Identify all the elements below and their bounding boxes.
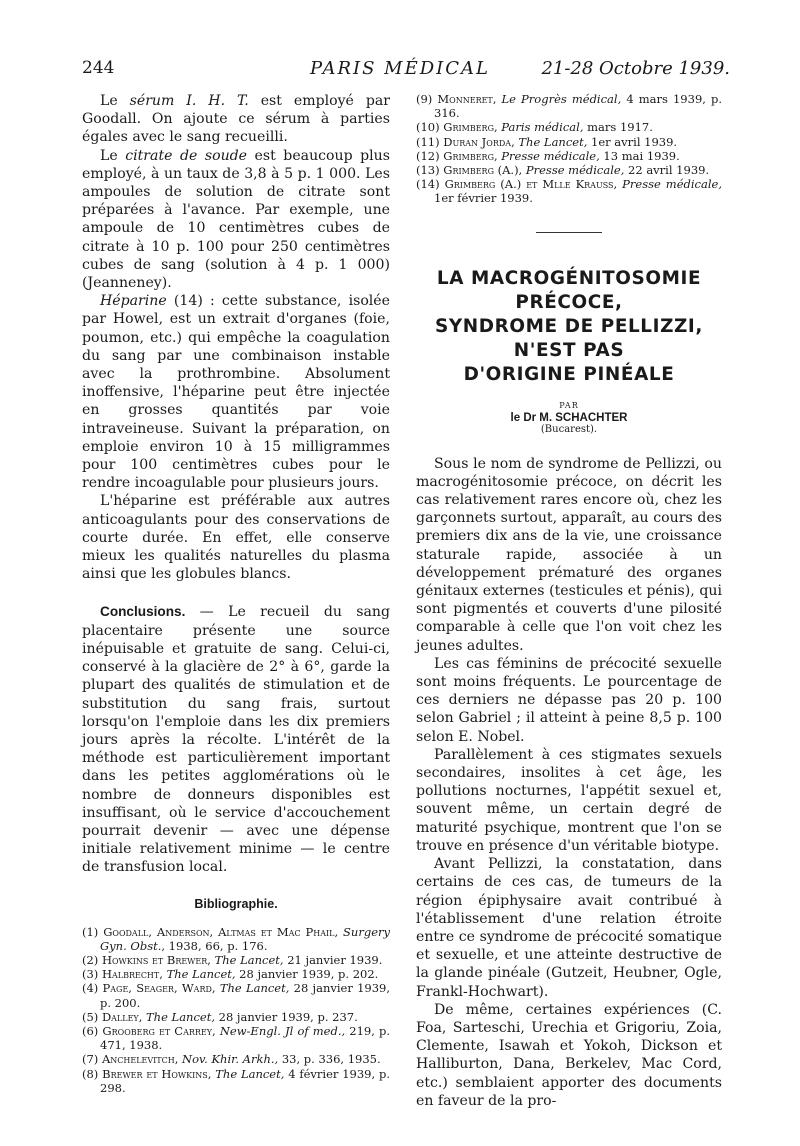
article-paragraph: Sous le nom de syndrome de Pellizzi, ou macrogénitosomie précoce, on décrit les cas relativement rares encore où, chez les garçonnets surtout, apparaît, au cours des premiers dix ans de la vie, une croissance staturale rapide, associée à un développement prématuré des organes génitaux externes (testicules et pénis), qui sont pigmentés et couverts d'une pilosité comparable à celle que l'on voit chez les jeunes adultes. [416,455,722,654]
paragraph-conclusions: Conclusions. — Le recueil du sang placentaire présente une source inépuisable et gratuite de sang. Celui-ci, conservé à la glacière de 2° à 6°, garde la plupart des qualités de stimulation et de substitution du sang frais, surtout lorsqu'on l'emploie dans les dix premiers jours après la récolte. L'intérêt de la méthode est particulièrement important dans les petites agglomérations où le nombre de donneurs disponibles est insuffisant, où le service d'accouchement pourrait devenir — avec une dépense initiale relativement minime — le centre de transfusion local. [82,604,390,876]
conclusions-heading: Conclusions. [100,604,186,620]
running-header [0,58,800,88]
left-column [82,92,390,1095]
reference-item: (5) Dalley, The Lancet, 28 janvier 1939, p. 237. [82,1009,358,1024]
paragraph-heparine-preferable: L'héparine est préférable aux autres anticoagulants pour des conservations de courte durée. En effet, elle conserve mieux les qualités naturelles du plasma ainsi que les globules blancs. [82,493,390,583]
reference-item: (11) Duran Jorda, The Lancet, 1er avril 1939. [416,134,678,149]
byline-par: PAR [559,400,579,410]
reference-item: (1) Goodall, Anderson, Altmas et Mac Phail, Surgery Gyn. Obst., 1938, 66, p. 176. [82,924,390,953]
reference-item: (12) Grimberg, Presse médicale, 13 mai 1939. [416,148,680,163]
journal-title: PARIS MÉDICAL [309,58,490,79]
article-paragraph: Les cas féminins de précocité sexuelle sont moins fréquents. Le pourcentage de ces derniers ne dépasse pas 20 p. 100 selon Gabriel ; il atteint à peine 8,5 p. 100 selon E. Nobel. [416,655,722,745]
bibliography-list [82,925,390,1095]
reference-item: (2) Howkins et Brewer, The Lancet, 21 janvier 1939. [82,952,383,967]
article-author: le Dr M. SCHACHTER [510,411,628,424]
article-title: LA MACROGÉNITOSOMIE PRÉCOCE, SYNDROME DE PELLIZZI, N'EST PAS D'ORIGINE PINÉALE [435,267,703,385]
reference-item: (7) Anchelevitch, Nov. Khir. Arkh., 33, p. 336, 1935. [82,1052,381,1067]
reference-item: (10) Grimberg, Paris médical, mars 1917. [416,120,653,135]
article-paragraph: Avant Pellizzi, la constatation, dans certains de ces cas, de tumeurs de la région épiphysaire avait contribué à l'établissement d'une relation étroite entre ce syndrome de précocité somatique et sexuelle, et une atteinte destructive de la glande pinéale (Gutzeit, Heubner, Ogle, Frankl-Hochwart). [416,856,722,1000]
page-number: 244 [82,58,115,78]
paragraph-serum: Le sérum I. H. T. est employé par Goodall. On ajoute ce sérum à parties égales avec le sang recueilli. [82,93,390,146]
reference-item: (8) Brewer et Howkins, The Lancet, 4 février 1939, p. 298. [82,1066,390,1095]
reference-item: (3) Halbrecht, The Lancet, 28 janvier 1939, p. 202. [82,967,379,982]
paragraph-heparine: Héparine (14) : cette substance, isolée par Howel, est un extrait d'organes (foie, poumon, etc.) qui empêche la coagulation du sang par une combinaison instable avec la prothrombine. Absolument inoffensive, l'héparine peut être injectée en grosses quantités par voie intraveineuse. Suivant la préparation, on emploie environ 10 à 15 milligrammes pour 100 centimètres cubes pour le rendre incoagulable pour plusieurs jours. [82,293,390,492]
reference-item: (13) Grimberg (A.), Presse médicale, 22 avril 1939. [416,163,710,178]
reference-item: (4) Page, Seager, Ward, The Lancet, 28 janvier 1939, p. 200. [82,981,391,1010]
right-column [416,92,722,1110]
article-paragraph: De même, certaines expériences (C. Foa, Sarteschi, Urechia et Grigoriu, Zoia, Clemente, Isawah et Yokoh, Dickson et Halliburton, Dana, Berkelev, Mac Cord, etc.) semblaient apporter des documents en faveur de la pro- [416,1001,722,1109]
reference-item: (6) Grooberg et Carrey, New-Engl. Jl of med., 219, p. 471, 1938. [82,1023,391,1053]
reference-item: (9) Monneret, Le Progrès médical, 4 mars 1939, p. 316. [416,92,723,121]
issue-date: 21-28 Octobre 1939. [541,58,730,79]
bibliography-list-continued [416,92,722,206]
paragraph-citrate: Le citrate de soude est beaucoup plus employé, à un taux de 3,8 à 5 p. 1 000. Les ampoules de solution de citrate sont préparées à l'avance. Par exemple, une ampoule de 10 centimètres cubes de citrate à 10 p. 100 pour 250 centimètres cubes de sang (solution à 4 p. 1 000) (Jeanneney). [82,147,390,292]
bibliography-title: Bibliographie. [194,896,278,911]
author-affiliation: (Bucarest). [540,423,598,435]
section-divider [536,232,602,233]
article-paragraph: Parallèlement à ces stigmates sexuels secondaires, insolites à cet âge, les pollutions nocturnes, l'appétit sexuel et, souvent même, un certain degré de maturité psychique, montrent que l'on se trouve en présence d'un véritable biotype. [416,746,722,854]
reference-item: (14) Grimberg (A.) et Mlle Krauss, Presse médicale, 1er février 1939. [416,177,722,206]
